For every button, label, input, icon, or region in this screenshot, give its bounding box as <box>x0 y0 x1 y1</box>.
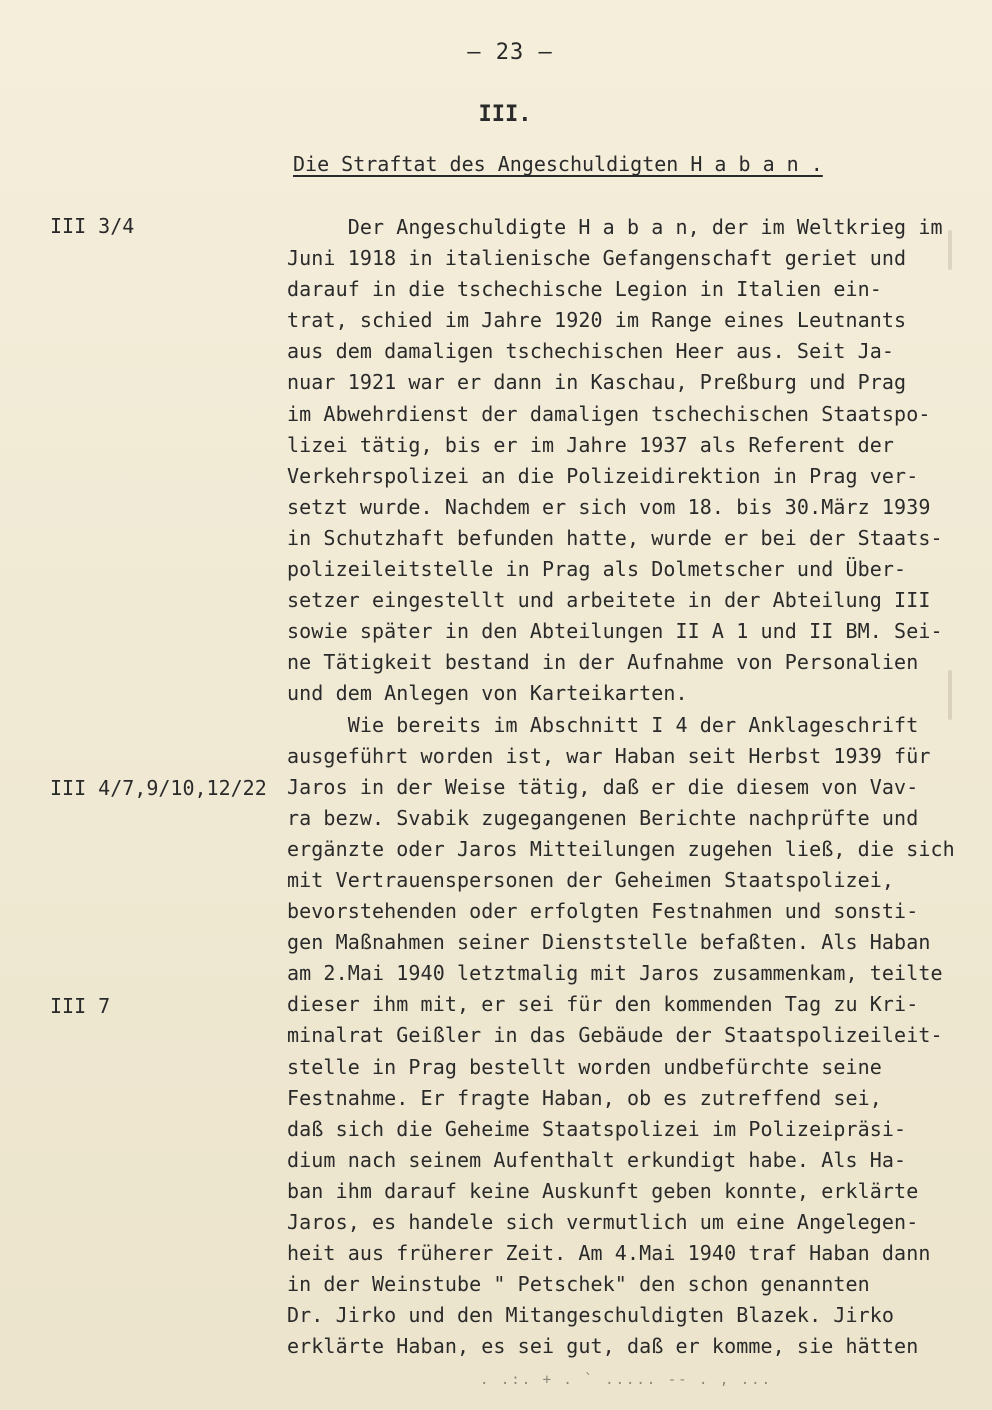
text-line: in der Weinstube " Petschek" den schon genannten <box>287 1272 870 1297</box>
text-line: ausgeführt worden ist, war Haban seit Herbst 1939 für <box>287 743 931 768</box>
text-line: und dem Anlegen von Karteikarten. <box>287 681 688 706</box>
text-line: ban ihm darauf keine Auskunft geben konnte, erklärte <box>287 1178 919 1203</box>
page-number: – 23 – <box>467 40 553 65</box>
text-line: Festnahme. Er fragte Haban, ob es zutreffend sei, <box>287 1085 882 1110</box>
text-line: stelle in Prag bestellt worden undbefürchte seine <box>287 1054 882 1079</box>
text-line: polizeileitstelle in Prag als Dolmetscher und Über- <box>287 557 907 582</box>
text-line: setzer eingestellt und arbeitete in der Abteilung III <box>287 588 931 613</box>
text-line: Juni 1918 in italienische Gefangenschaft geriet und <box>287 246 907 271</box>
margin-note: III 3/4 <box>50 214 135 238</box>
margin-note: III 7 <box>50 994 111 1018</box>
body-text <box>287 212 987 1362</box>
text-line: Jaros in der Weise tätig, daß er die diesem von Vav- <box>287 774 919 799</box>
text-line: heit aus früherer Zeit. Am 4.Mai 1940 traf Haban dann <box>287 1241 931 1266</box>
text-line: gen Maßnahmen seiner Dienststelle befaßten. Als Haban <box>287 930 931 955</box>
text-line: ne Tätigkeit bestand in der Aufnahme von Personalien <box>287 650 919 675</box>
text-line: Dr. Jirko und den Mitangeschuldigten Blazek. Jirko <box>287 1303 895 1328</box>
text-line: daß sich die Geheime Staatspolizei im Polizeipräsi- <box>287 1116 907 1141</box>
text-line: dieser ihm mit, er sei für den kommenden Tag zu Kri- <box>287 992 919 1017</box>
text-line: ra bezw. Svabik zugegangenen Berichte nachprüfte und <box>287 805 919 830</box>
text-line: minalrat Geißler in das Gebäude der Staatspolizeileit- <box>287 1023 943 1048</box>
text-line: dium nach seinem Aufenthalt erkundigt habe. Als Ha- <box>287 1147 907 1172</box>
text-line: aus dem damaligen tschechischen Heer aus. Seit Ja- <box>287 339 895 364</box>
section-title: Die Straftat des Angeschuldigten H a b a n . <box>293 152 823 176</box>
paper-mark <box>948 670 952 720</box>
text-line: nuar 1921 war er dann in Kaschau, Preßburg und Prag <box>287 370 907 395</box>
text-line: erklärte Haban, es sei gut, daß er komme, sie hätten <box>287 1334 919 1359</box>
text-line: mit Vertrauenspersonen der Geheimen Staatspolizei, <box>287 867 895 892</box>
faded-bottom-line: . .:. + . ` ..... -- . , ... <box>480 1372 773 1388</box>
text-line: bevorstehenden oder erfolgten Festnahmen und sonsti- <box>287 899 919 924</box>
text-line: Verkehrspolizei an die Polizeidirektion in Prag ver- <box>287 463 919 488</box>
paper-mark <box>948 230 952 270</box>
text-line: im Abwehrdienst der damaligen tschechischen Staatspo- <box>287 401 931 426</box>
text-line: setzt wurde. Nachdem er sich vom 18. bis 30.März 1939 <box>287 494 931 519</box>
text-line: ergänzte oder Jaros Mitteilungen zugehen ließ, die sich <box>287 836 955 861</box>
text-line: am 2.Mai 1940 letztmalig mit Jaros zusammenkam, teilte <box>287 961 943 986</box>
margin-note: III 4/7,9/10,12/22 <box>50 776 267 800</box>
text-line: in Schutzhaft befunden hatte, wurde er bei der Staats- <box>287 525 943 550</box>
text-line: darauf in die tschechische Legion in Italien ein- <box>287 277 882 302</box>
section-heading: III. <box>478 102 532 127</box>
text-line: Wie bereits im Abschnitt I 4 der Anklageschrift <box>287 712 919 737</box>
text-line: Der Angeschuldigte H a b a n, der im Weltkrieg im <box>287 215 943 239</box>
text-line: Jaros, es handele sich vermutlich um eine Angelegen- <box>287 1210 919 1234</box>
text-line: trat, schied im Jahre 1920 im Range eines Leutnants <box>287 308 907 333</box>
text-line: lizei tätig, bis er im Jahre 1937 als Referent der <box>287 432 895 457</box>
text-line: sowie später in den Abteilungen II A 1 und II BM. Sei- <box>287 619 943 644</box>
